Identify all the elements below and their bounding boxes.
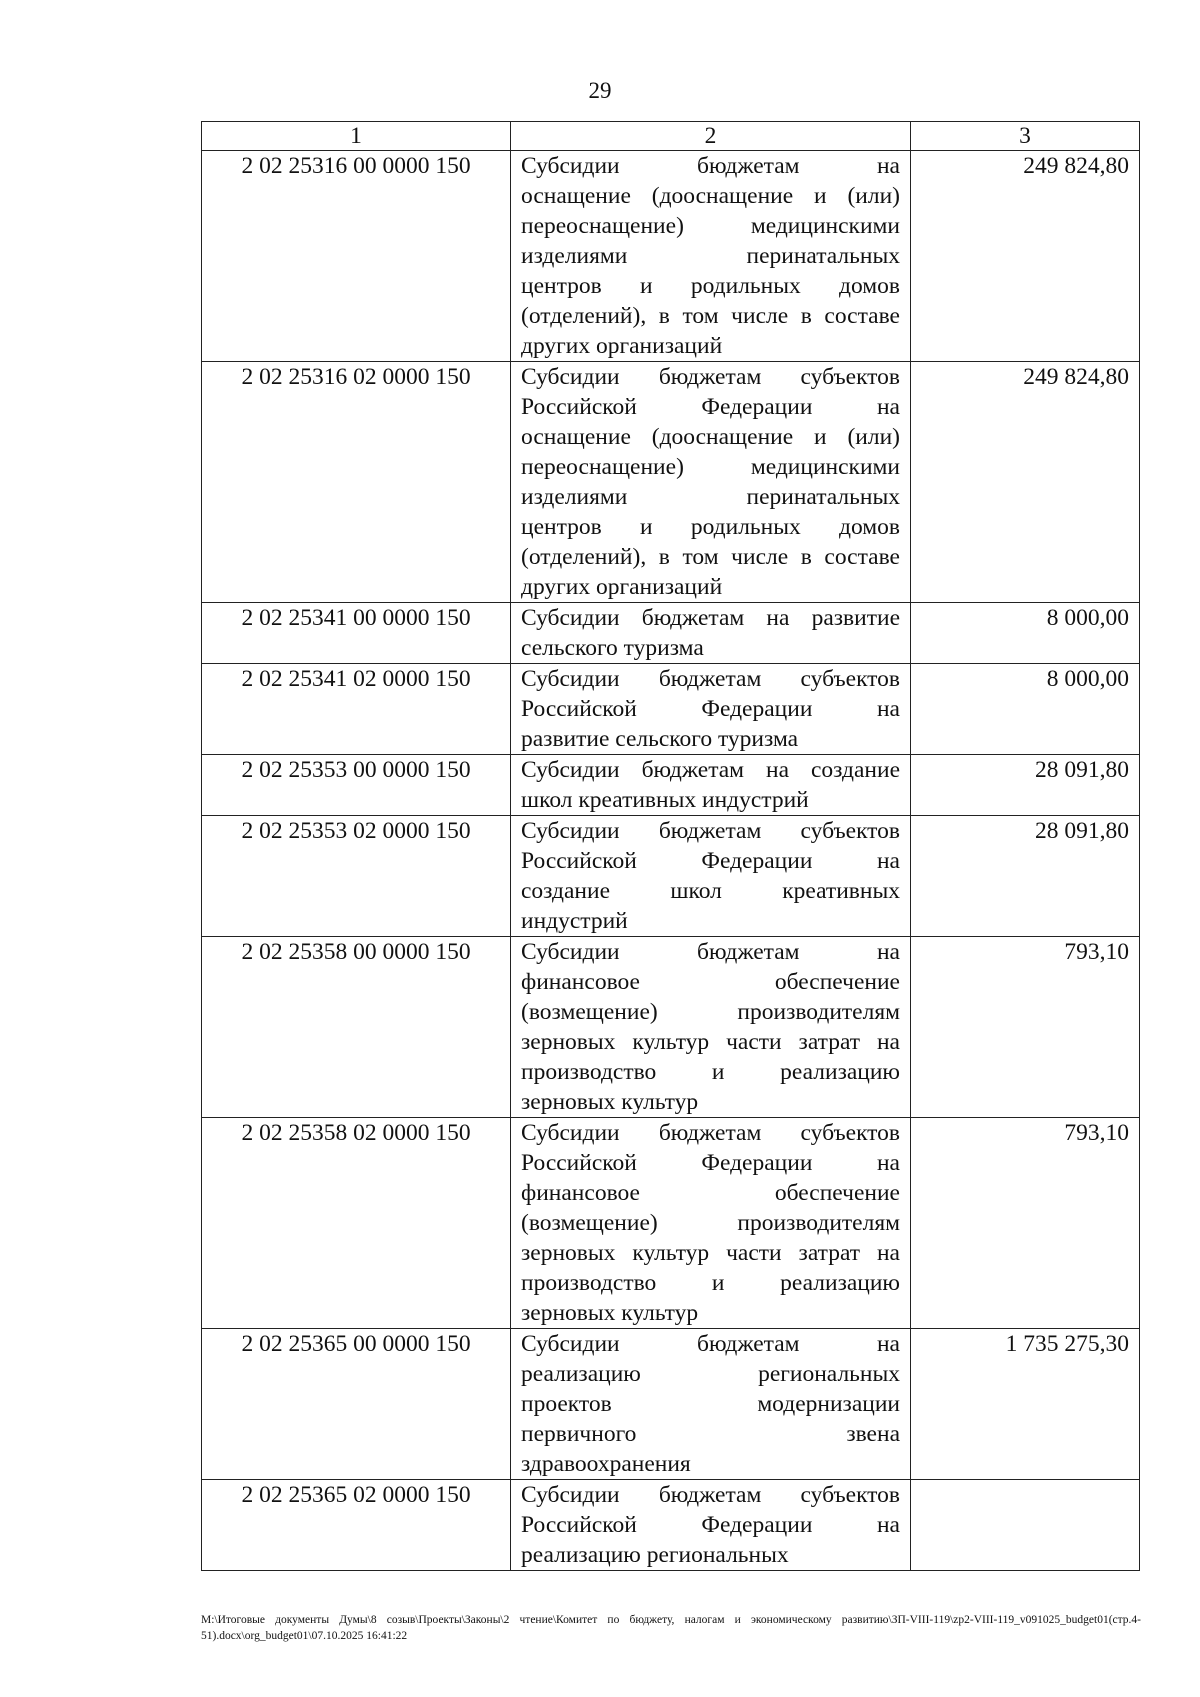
table-row [202, 603, 1140, 664]
amount-cell [911, 1480, 1140, 1571]
budget-code-cell: 2 02 25365 02 0000 150 [202, 1480, 511, 1571]
amount-cell: 8 000,00 [911, 603, 1140, 664]
description-cell [511, 1480, 911, 1571]
description-line: оснащение (дооснащение и (или) [521, 424, 900, 450]
description-line: создание школ креативных [521, 878, 900, 904]
table-row [202, 1329, 1140, 1480]
amount-cell: 793,10 [911, 937, 1140, 1118]
description-line: центров и родильных домов [521, 514, 900, 540]
description-line: Российской Федерации на [521, 394, 900, 420]
description-line: сельского туризма [521, 635, 704, 661]
budget-code-cell: 2 02 25353 00 0000 150 [202, 755, 511, 816]
budget-table [201, 121, 1140, 1571]
description-line: Субсидии бюджетам на [521, 1331, 900, 1357]
description-cell [511, 816, 911, 937]
table-row [202, 755, 1140, 816]
description-line: производство и реализацию [521, 1059, 900, 1085]
description-line: финансовое обеспечение [521, 1180, 900, 1206]
amount-cell: 793,10 [911, 1118, 1140, 1329]
column-header-2: 2 [511, 122, 911, 151]
table-row [202, 1480, 1140, 1571]
description-cell [511, 603, 911, 664]
description-line: зерновых культур [521, 1089, 699, 1115]
description-line: индустрий [521, 908, 628, 934]
description-line: Российской Федерации на [521, 1512, 900, 1538]
description-line: Субсидии бюджетам субъектов [521, 666, 900, 692]
description-line: (возмещение) производителям [521, 999, 900, 1025]
description-cell [511, 362, 911, 603]
description-line: здравоохранения [521, 1451, 691, 1477]
table-body [202, 151, 1140, 1571]
budget-code-cell: 2 02 25358 00 0000 150 [202, 937, 511, 1118]
description-line: первичного звена [521, 1421, 900, 1447]
amount-cell: 249 824,80 [911, 362, 1140, 603]
description-line: реализацию региональных [521, 1542, 789, 1568]
table-row [202, 362, 1140, 603]
description-line: зерновых культур части затрат на [521, 1240, 900, 1266]
description-line: Субсидии бюджетам на [521, 153, 900, 179]
description-line: переоснащение) медицинскими [521, 213, 900, 239]
budget-code-cell: 2 02 25341 02 0000 150 [202, 664, 511, 755]
description-line: Субсидии бюджетам субъектов [521, 1120, 900, 1146]
description-line: развитие сельского туризма [521, 726, 799, 752]
description-cell [511, 151, 911, 362]
description-line: переоснащение) медицинскими [521, 454, 900, 480]
description-cell [511, 1118, 911, 1329]
description-line: Субсидии бюджетам субъектов [521, 1482, 900, 1508]
description-line: проектов модернизации [521, 1391, 900, 1417]
amount-cell: 28 091,80 [911, 816, 1140, 937]
description-line: Субсидии бюджетам на [521, 939, 900, 965]
description-line: центров и родильных домов [521, 273, 900, 299]
description-line: Российской Федерации на [521, 696, 900, 722]
amount-cell: 249 824,80 [911, 151, 1140, 362]
budget-code-cell: 2 02 25365 00 0000 150 [202, 1329, 511, 1480]
budget-code-cell: 2 02 25316 00 0000 150 [202, 151, 511, 362]
document-file-path: M:\Итоговые документы Думы\8 созыв\Проекты\Законы\2 чтение\Комитет по бюджету, налогам и экономическому развитию\ЗП-VIII-119\zp2-VIII-119_v091025_budget01(стр.4-51).docx\org_budget01\07.10.2025 16:41:22 [201, 1614, 1141, 1642]
description-line: школ креативных индустрий [521, 787, 809, 813]
column-header-3: 3 [911, 122, 1140, 151]
description-line: Российской Федерации на [521, 1150, 900, 1176]
budget-code-cell: 2 02 25353 02 0000 150 [202, 816, 511, 937]
description-line: производство и реализацию [521, 1270, 900, 1296]
column-header-1: 1 [202, 122, 511, 151]
amount-cell: 8 000,00 [911, 664, 1140, 755]
description-line: зерновых культур части затрат на [521, 1029, 900, 1055]
description-line: Российской Федерации на [521, 848, 900, 874]
description-line: (отделений), в том числе в составе [521, 544, 900, 570]
description-line: других организаций [521, 574, 723, 600]
table-header-row [202, 122, 1140, 151]
table-row [202, 816, 1140, 937]
amount-cell: 1 735 275,30 [911, 1329, 1140, 1480]
table-row [202, 664, 1140, 755]
description-line: (отделений), в том числе в составе [521, 303, 900, 329]
table-row [202, 937, 1140, 1118]
budget-code-cell: 2 02 25358 02 0000 150 [202, 1118, 511, 1329]
description-line: реализацию региональных [521, 1361, 900, 1387]
description-cell [511, 1329, 911, 1480]
budget-code-cell: 2 02 25341 00 0000 150 [202, 603, 511, 664]
description-line: (возмещение) производителям [521, 1210, 900, 1236]
amount-cell: 28 091,80 [911, 755, 1140, 816]
page-number: 29 [588, 78, 612, 103]
description-line: зерновых культур [521, 1300, 699, 1326]
description-line: изделиями перинатальных [521, 243, 900, 269]
description-line: оснащение (дооснащение и (или) [521, 183, 900, 209]
description-line: Субсидии бюджетам субъектов [521, 818, 900, 844]
description-line: изделиями перинатальных [521, 484, 900, 510]
table-row [202, 1118, 1140, 1329]
budget-code-cell: 2 02 25316 02 0000 150 [202, 362, 511, 603]
description-cell [511, 937, 911, 1118]
description-line: финансовое обеспечение [521, 969, 900, 995]
description-cell [511, 755, 911, 816]
description-line: других организаций [521, 333, 723, 359]
description-line: Субсидии бюджетам на создание [521, 757, 900, 783]
description-line: Субсидии бюджетам субъектов [521, 364, 900, 390]
description-line: Субсидии бюджетам на развитие [521, 605, 900, 631]
description-cell [511, 664, 911, 755]
table-row [202, 151, 1140, 362]
